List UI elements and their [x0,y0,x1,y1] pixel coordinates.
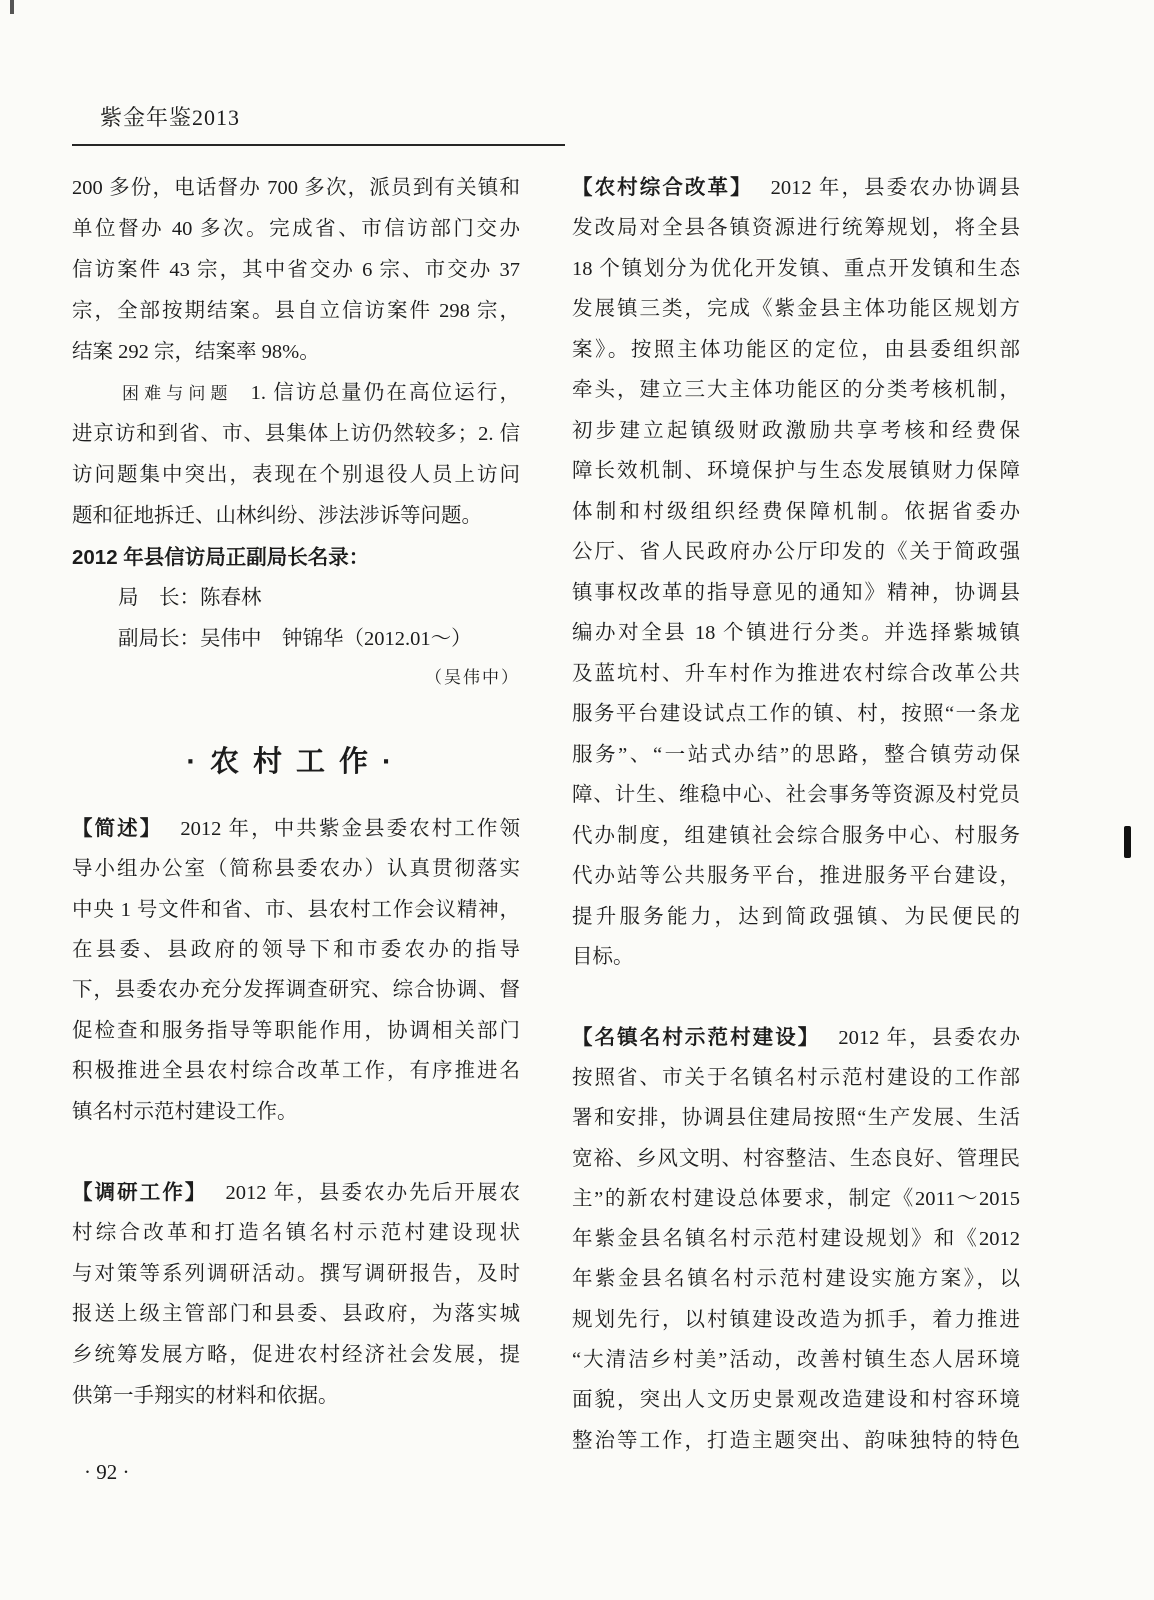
scan-mark [1124,826,1131,858]
towns-line: 主”的新农村建设总体要求，制定《2011～2015 [572,1187,1020,1210]
reform-line: 18 个镇划分为优化开发镇、重点开发镇和生态 [572,257,1020,280]
reform-line [572,168,1020,209]
running-header-title: 紫金年鉴2013 [100,105,241,130]
difficulties-text: 1. 信访总量仍在高位运行， [250,381,520,404]
research-line: 村综合改革和打造名镇名村示范村建设现状 [72,1222,520,1245]
left-column-top [72,168,520,660]
difficulties-line: 进京访和到省、市、县集体上访仍然较多；2. 信 [72,422,520,445]
scan-mark-corner [10,0,14,14]
reform-line: 代办制度，组建镇社会综合服务中心、村服务 [572,824,1020,847]
towns-line [572,1018,1020,1058]
intro-line: 结案 292 宗，结案率 98%。 [72,340,320,363]
page-number: · 92 · [84,1460,130,1484]
towns-line: 宽裕、乡风文明、村容整洁、生态良好、管理民 [572,1147,1020,1170]
towns-paragraph [572,1018,1020,1461]
towns-line: 规划先行，以村镇建设改造为抓手，着力推进 [572,1308,1020,1331]
reform-line: 障长效机制、环境保护与生态发展镇财力保障 [572,460,1020,483]
towns-tag: 【名镇名村示范村建设】 [572,1025,821,1049]
towns-line: 年紫金县名镇名村示范村建设实施方案》，以 [572,1268,1020,1291]
towns-line: “大清洁乡村美”活动，改善村镇生态人居环境 [572,1349,1020,1372]
overview-tag: 【简述】 [72,816,163,840]
overview-paragraph [72,809,520,1132]
towns-line: 署和安排，协调县住建局按照“生产发展、生活 [572,1107,1020,1130]
author-credit: （吴伟中） [425,668,520,687]
research-text: 2012 年，县委农办先后开展农 [225,1181,521,1204]
reform-line: 发展镇三类，完成《紫金县主体功能区规划方 [572,298,1020,321]
towns-line: 面貌，突出人文历史景观改造建设和村容环境 [572,1389,1020,1412]
difficulties-line: 访问题集中突出，表现在个别退役人员上访问 [72,463,520,486]
towns-text: 2012 年，县委农办 [838,1026,1021,1049]
reform-line: 案》。按照主体功能区的定位，由县委组织部 [572,338,1020,361]
reform-line: 障、计生、维稳中心、社会事务等资源及村党员 [572,784,1020,807]
deputy-line: 副局长：吴伟中 钟锦华（2012.01～） [118,627,472,650]
intro-line: 宗，全部按期结案。县自立信访案件 298 宗， [72,299,520,322]
reform-line: 公厅、省人民政府办公厅印发的《关于简政强 [572,541,1020,564]
reform-line: 牵头，建立三大主体功能区的分类考核机制， [572,379,1020,402]
director-line: 局 长：陈春林 [118,586,262,609]
overview-line: 镇名村示范村建设工作。 [72,1100,298,1123]
towns-line: 整治等工作，打造主题突出、韵味独特的特色 [572,1429,1020,1452]
reform-paragraph [572,168,1020,978]
research-paragraph [72,1173,520,1417]
reform-line: 编办对全县 18 个镇进行分类。并选择紫城镇 [572,622,1020,645]
reform-line: 发改局对全县各镇资源进行统筹规划，将全县 [572,217,1020,240]
reform-tag: 【农村综合改革】 [572,175,753,199]
overview-line: 积极推进全县农村综合改革工作，有序推进名 [72,1060,520,1083]
reform-text: 2012 年，县委农办协调县 [770,176,1021,199]
reform-line: 代办站等公共服务平台，推进服务平台建设， [572,865,1020,888]
research-line: 供第一手翔实的材料和依据。 [72,1384,339,1407]
difficulties-line [72,373,520,414]
reform-line: 提升服务能力，达到简政强镇、为民便民的 [572,905,1020,928]
research-tag: 【调研工作】 [72,1180,208,1204]
directory-title: 2012 年县信访局正副局长名录： [72,545,370,569]
overview-line: 导小组办公室（简称县委农办）认真贯彻落实 [72,858,520,881]
reform-line: 体制和村级组织经费保障机制。依据省委办 [572,500,1020,523]
difficulties-label: 困难与问题 [122,383,233,403]
reform-line: 服务平台建设试点工作的镇、村，按照“一条龙 [572,703,1020,726]
reform-line: 镇事权改革的指导意见的通知》精神，协调县 [572,581,1020,604]
overview-line [72,809,520,849]
section-heading: ·农村工作· [186,746,406,778]
research-line: 报送上级主管部门和县委、县政府，为落实城 [72,1303,520,1326]
reform-line: 及蓝坑村、升车村作为推进农村综合改革公共 [572,662,1020,685]
research-line [72,1173,520,1214]
research-line: 乡统筹发展方略，促进农村经济社会发展，提 [72,1344,520,1367]
overview-line: 在县委、县政府的领导下和市委农办的指导 [72,939,520,962]
reform-line: 服务”、“一站式办结”的思路，整合镇劳动保 [572,743,1020,766]
towns-line: 按照省、市关于名镇名村示范村建设的工作部 [572,1066,1020,1089]
overview-line: 促检查和服务指导等职能作用，协调相关部门 [72,1019,520,1042]
intro-line: 200 多份，电话督办 700 多次，派员到有关镇和 [72,176,520,199]
towns-line: 年紫金县名镇名村示范村建设规划》和《2012 [572,1228,1020,1251]
research-line: 与对策等系列调研活动。撰写调研报告，及时 [72,1262,520,1285]
overview-line: 下，县委农办充分发挥调查研究、综合协调、督 [72,979,520,1002]
header-rule [72,144,565,146]
overview-line: 中央 1 号文件和省、市、县农村工作会议精神， [72,898,520,921]
difficulties-line: 题和征地拆迁、山林纠纷、涉法涉诉等问题。 [72,504,482,527]
overview-text: 2012 年，中共紫金县委农村工作领 [180,817,521,840]
reform-line: 初步建立起镇级财政激励共享考核和经费保 [572,419,1020,442]
reform-line: 目标。 [572,946,634,969]
intro-line: 信访案件 43 宗，其中省交办 6 宗、市交办 37 [72,258,520,281]
intro-line: 单位督办 40 多次。完成省、市信访部门交办 [72,217,520,240]
